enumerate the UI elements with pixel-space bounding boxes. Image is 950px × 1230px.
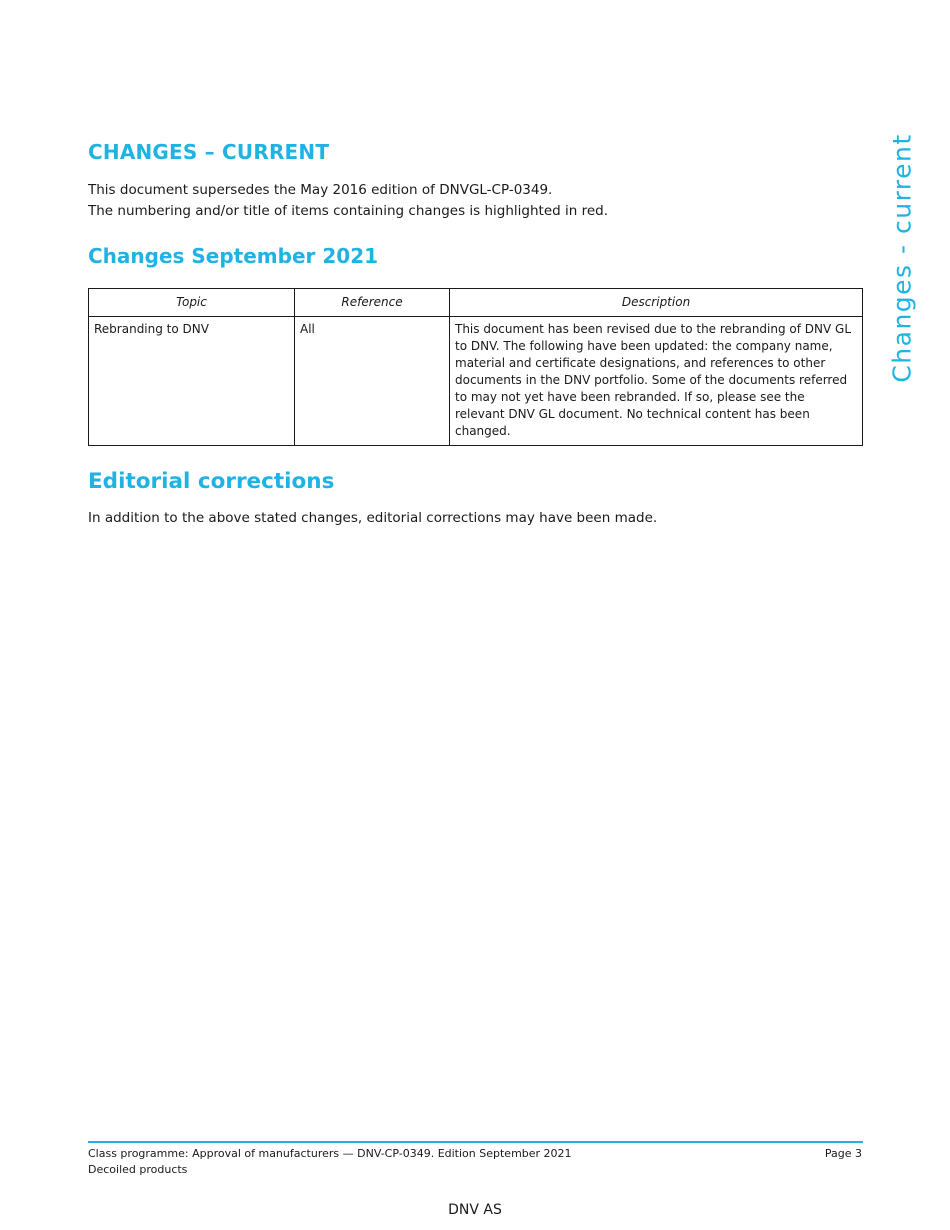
footer-document-subtitle: Decoiled products <box>88 1163 188 1176</box>
footer-document-title: Class programme: Approval of manufacturers — DNV-CP-0349. Edition September 2021 <box>88 1147 572 1160</box>
cell-topic: Rebranding to DNV <box>89 317 295 446</box>
intro-line-supersedes: This document supersedes the May 2016 edition of DNVGL-CP-0349. <box>88 182 553 198</box>
footer-company-name: DNV AS <box>448 1202 502 1218</box>
footer-page-number: Page 3 <box>824 1147 862 1160</box>
footer-document-info <box>88 1146 572 1178</box>
cell-description: This document has been revised due to the rebranding of DNV GL to DNV. The following have been updated: the company name, material and certificate designations, and references to other documents in the DNV portfolio. Some of the documents referred to may not yet have been rebranded. If so, please see the relevant DNV GL document. No technical content has been changed. <box>450 317 863 446</box>
page-title: CHANGES – CURRENT <box>88 140 330 164</box>
column-header-description: Description <box>450 289 863 317</box>
table-row <box>89 317 863 446</box>
changes-table <box>88 288 863 446</box>
column-header-reference: Reference <box>295 289 450 317</box>
column-header-topic: Topic <box>89 289 295 317</box>
side-section-label: Changes - current <box>887 133 917 383</box>
cell-reference: All <box>295 317 450 446</box>
changes-section-title: Changes September 2021 <box>88 244 379 268</box>
footer-divider <box>88 1141 863 1143</box>
editorial-section-title: Editorial corrections <box>88 469 335 494</box>
intro-line-numbering: The numbering and/or title of items containing changes is highlighted in red. <box>88 203 609 219</box>
editorial-text: In addition to the above stated changes, editorial corrections may have been made. <box>88 510 658 526</box>
table-header-row <box>89 289 863 317</box>
intro-paragraph <box>88 180 848 222</box>
